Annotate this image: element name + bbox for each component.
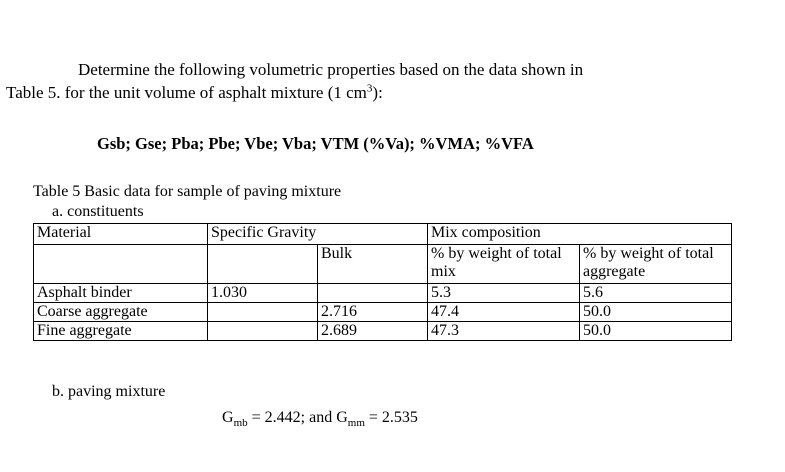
cell-bulk: 2.689	[318, 322, 428, 341]
cell-bulk: 2.716	[318, 303, 428, 322]
cell-material: Coarse aggregate	[34, 303, 208, 322]
cell-bulk	[318, 284, 428, 303]
cell-material: Fine aggregate	[34, 322, 208, 341]
section-b-label: b. paving mixture	[52, 383, 166, 400]
gmm-value: = 2.535	[364, 409, 418, 426]
table-header-row	[34, 224, 732, 245]
table-row	[34, 303, 732, 322]
subheader-empty	[208, 245, 318, 284]
table-row	[34, 322, 732, 341]
cell-material: Asphalt binder	[34, 284, 208, 303]
section-a-label: a. constituents	[52, 203, 144, 220]
gmb-value: = 2.442; and	[247, 409, 337, 426]
intro-line-2	[6, 83, 383, 103]
intro-line-2-text: Table 5. for the unit volume of asphalt mixture (1 cm	[6, 83, 367, 102]
table-row	[34, 284, 732, 303]
gmb-subscript: mb	[233, 417, 248, 430]
header-material: Material	[34, 224, 208, 245]
intro-line-2-end: ):	[372, 83, 383, 102]
gmm-symbol: G	[336, 409, 348, 426]
table-subheader-row	[34, 245, 732, 284]
properties-list: Gsb; Gse; Pba; Pbe; Vbe; Vba; VTM (%Va); %VMA; %VFA	[97, 134, 534, 153]
cell-pct-agg: 50.0	[580, 303, 732, 322]
cell-pct-mix: 5.3	[428, 284, 580, 303]
gmm-subscript: mm	[347, 417, 365, 430]
cell-pct-mix: 47.3	[428, 322, 580, 341]
subheader-pct-total-mix: % by weight of total mix	[428, 245, 580, 284]
gmb-symbol: G	[222, 409, 234, 426]
cell-sg	[208, 322, 318, 341]
cell-pct-agg: 5.6	[580, 284, 732, 303]
cell-pct-mix: 47.4	[428, 303, 580, 322]
paving-mixture-values	[222, 408, 418, 428]
header-mix-composition: Mix composition	[428, 224, 732, 245]
data-table	[33, 223, 732, 341]
subheader-empty	[34, 245, 208, 284]
cell-pct-agg: 50.0	[580, 322, 732, 341]
subheader-bulk: Bulk	[318, 245, 428, 284]
cell-sg	[208, 303, 318, 322]
table-caption: Table 5 Basic data for sample of paving mixture	[33, 183, 342, 200]
intro-line-1: Determine the following volumetric properties based on the data shown in	[78, 60, 584, 79]
header-specific-gravity: Specific Gravity	[208, 224, 428, 245]
subheader-pct-total-aggregate: % by weight of total aggregate	[580, 245, 732, 284]
cell-sg: 1.030	[208, 284, 318, 303]
superscript: 3	[366, 82, 373, 95]
